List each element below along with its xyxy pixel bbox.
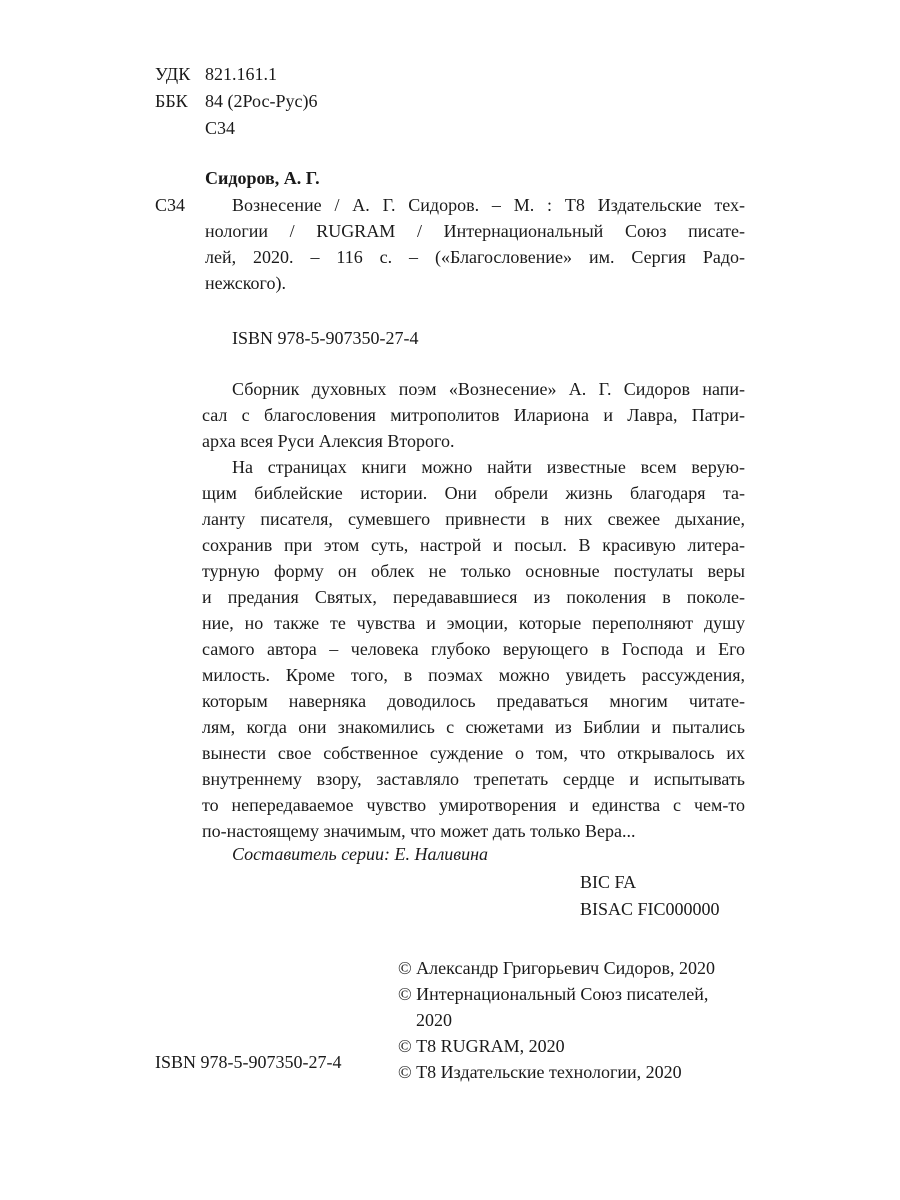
- bisac-code: BISAC FIC000000: [580, 899, 720, 919]
- annotation-line: арха всея Руси Алексия Второго.: [202, 431, 455, 451]
- entry-mark: С34: [155, 195, 186, 215]
- series-editor: Составитель серии: Е. Наливина: [232, 844, 489, 864]
- annotation-line: милость. Кроме того, в поэмах можно увидеть рассуждения,: [202, 665, 745, 685]
- annotation-line: которым наверняка доводилось предаваться многим читате-: [202, 691, 745, 711]
- classification-block: [155, 61, 317, 142]
- annotation: [202, 376, 745, 844]
- annotation-line: внутреннему взору, заставляло трепетать сердце и испытывать: [202, 769, 745, 789]
- author-mark: С34: [205, 118, 236, 138]
- copyright-line: © Интернациональный Союз писателей,: [398, 984, 709, 1004]
- annotation-line: то непередаваемое чувство умиротворения и единства с чем-то: [202, 795, 745, 815]
- classification-codes: [580, 869, 720, 923]
- author-name: Сидоров, А. Г.: [205, 168, 320, 188]
- bbk-label: ББК: [155, 91, 188, 111]
- description-line: лей, 2020. – 116 с. – («Благословение» им. Сергия Радо-: [205, 247, 745, 267]
- udk-value: 821.161.1: [205, 64, 277, 84]
- description-line: Вознесение / А. Г. Сидоров. – М. : Т8 Издательские тех-: [232, 195, 745, 215]
- udk-label: УДК: [155, 64, 191, 84]
- description-line: нежского).: [205, 273, 286, 293]
- copyright-block: [398, 955, 715, 1085]
- copyright-line: © Т8 RUGRAM, 2020: [398, 1036, 565, 1056]
- isbn: ISBN 978-5-907350-27-4: [232, 328, 419, 348]
- annotation-line: На страницах книги можно найти известные всем верую-: [232, 457, 745, 477]
- annotation-line: сал с благословения митрополитов Илариона и Лавра, Патри-: [202, 405, 745, 425]
- footer-isbn: ISBN 978-5-907350-27-4: [155, 1052, 342, 1072]
- annotation-line: вынести свое собственное суждение о том, что открывалось их: [202, 743, 745, 763]
- annotation-line: турную форму он облек не только основные постулаты веры: [202, 561, 745, 581]
- annotation-line: Сборник духовных поэм «Вознесение» А. Г. Сидоров напи-: [232, 379, 745, 399]
- bibliographic-description: [205, 192, 745, 296]
- bbk-value: 84 (2Рос-Рус)6: [205, 91, 318, 111]
- annotation-line: ланту писателя, сумевшего привнести в них свежее дыхание,: [202, 509, 745, 529]
- annotation-line: самого автора – человека глубоко верующего в Господа и Его: [202, 639, 745, 659]
- annotation-line: и предания Святых, передававшиеся из поколения в поколе-: [202, 587, 745, 607]
- annotation-line: щим библейские истории. Они обрели жизнь благодаря та-: [202, 483, 745, 503]
- bic-code: BIC FA: [580, 872, 637, 892]
- annotation-line: по-настоящему значимым, что может дать только Вера...: [202, 821, 636, 841]
- copyright-line: © Александр Григорьевич Сидоров, 2020: [398, 958, 715, 978]
- annotation-line: сохранив при этом суть, настрой и посыл. В красивую литера-: [202, 535, 745, 555]
- annotation-line: лям, когда они знакомились с сюжетами из Библии и пытались: [202, 717, 745, 737]
- description-line: нологии / RUGRAM / Интернациональный Союз писате-: [205, 221, 745, 241]
- copyright-line: 2020: [416, 1010, 452, 1030]
- copyright-line: © Т8 Издательские технологии, 2020: [398, 1062, 682, 1082]
- annotation-line: ние, но также те чувства и эмоции, которые переполняют душу: [202, 613, 745, 633]
